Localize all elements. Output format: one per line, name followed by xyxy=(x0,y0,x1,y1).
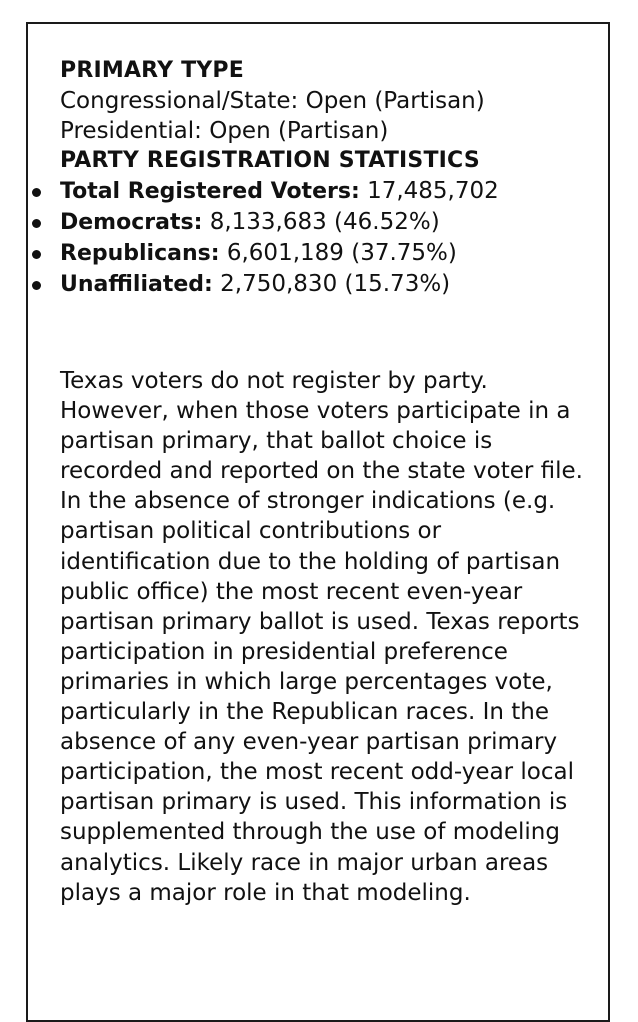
presidential-primary: Presidential: Open (Partisan) xyxy=(60,118,389,144)
stat-value: 8,133,683 (46.52%) xyxy=(209,209,440,235)
registration-list xyxy=(60,176,600,300)
list-item xyxy=(60,269,600,300)
registration-heading: PARTY REGISTRATION STATISTICS xyxy=(60,148,480,173)
primary-type-heading: PRIMARY TYPE xyxy=(60,58,244,83)
stat-label: Republicans: xyxy=(60,241,220,266)
bullet-icon xyxy=(32,250,41,259)
stat-value: 6,601,189 (37.75%) xyxy=(226,240,457,266)
congressional-state-primary: Congressional/State: Open (Partisan) xyxy=(60,88,485,114)
stat-label: Total Registered Voters: xyxy=(60,179,360,204)
bullet-icon xyxy=(32,219,41,228)
bullet-icon xyxy=(32,281,41,290)
stat-value: 2,750,830 (15.73%) xyxy=(220,271,451,297)
stat-label: Democrats: xyxy=(60,210,203,235)
card-content xyxy=(60,56,600,908)
stat-value: 17,485,702 xyxy=(367,178,499,204)
bullet-icon xyxy=(32,188,41,197)
stat-label: Unaffiliated: xyxy=(60,272,213,297)
list-item xyxy=(60,207,600,238)
list-item xyxy=(60,176,600,207)
list-item xyxy=(60,238,600,269)
methodology-note: Texas voters do not register by party. However, when those voters participate in a partisan primary, that ballot choice is recorded and reported on the state voter file. In the absence of stronger indications (e.g. partisan political contributions or identification due to the holding of partisan public office) the most recent even-year partisan primary ballot is used. Texas reports participation in presidential preference primaries in which large percentages vote, particularly in the Republican races. In the absence of any even-year partisan primary participation, the most recent odd-year local partisan primary is used. This information is supplemented through the use of modeling analytics. Likely race in major urban areas plays a major role in that modeling. xyxy=(60,368,583,906)
